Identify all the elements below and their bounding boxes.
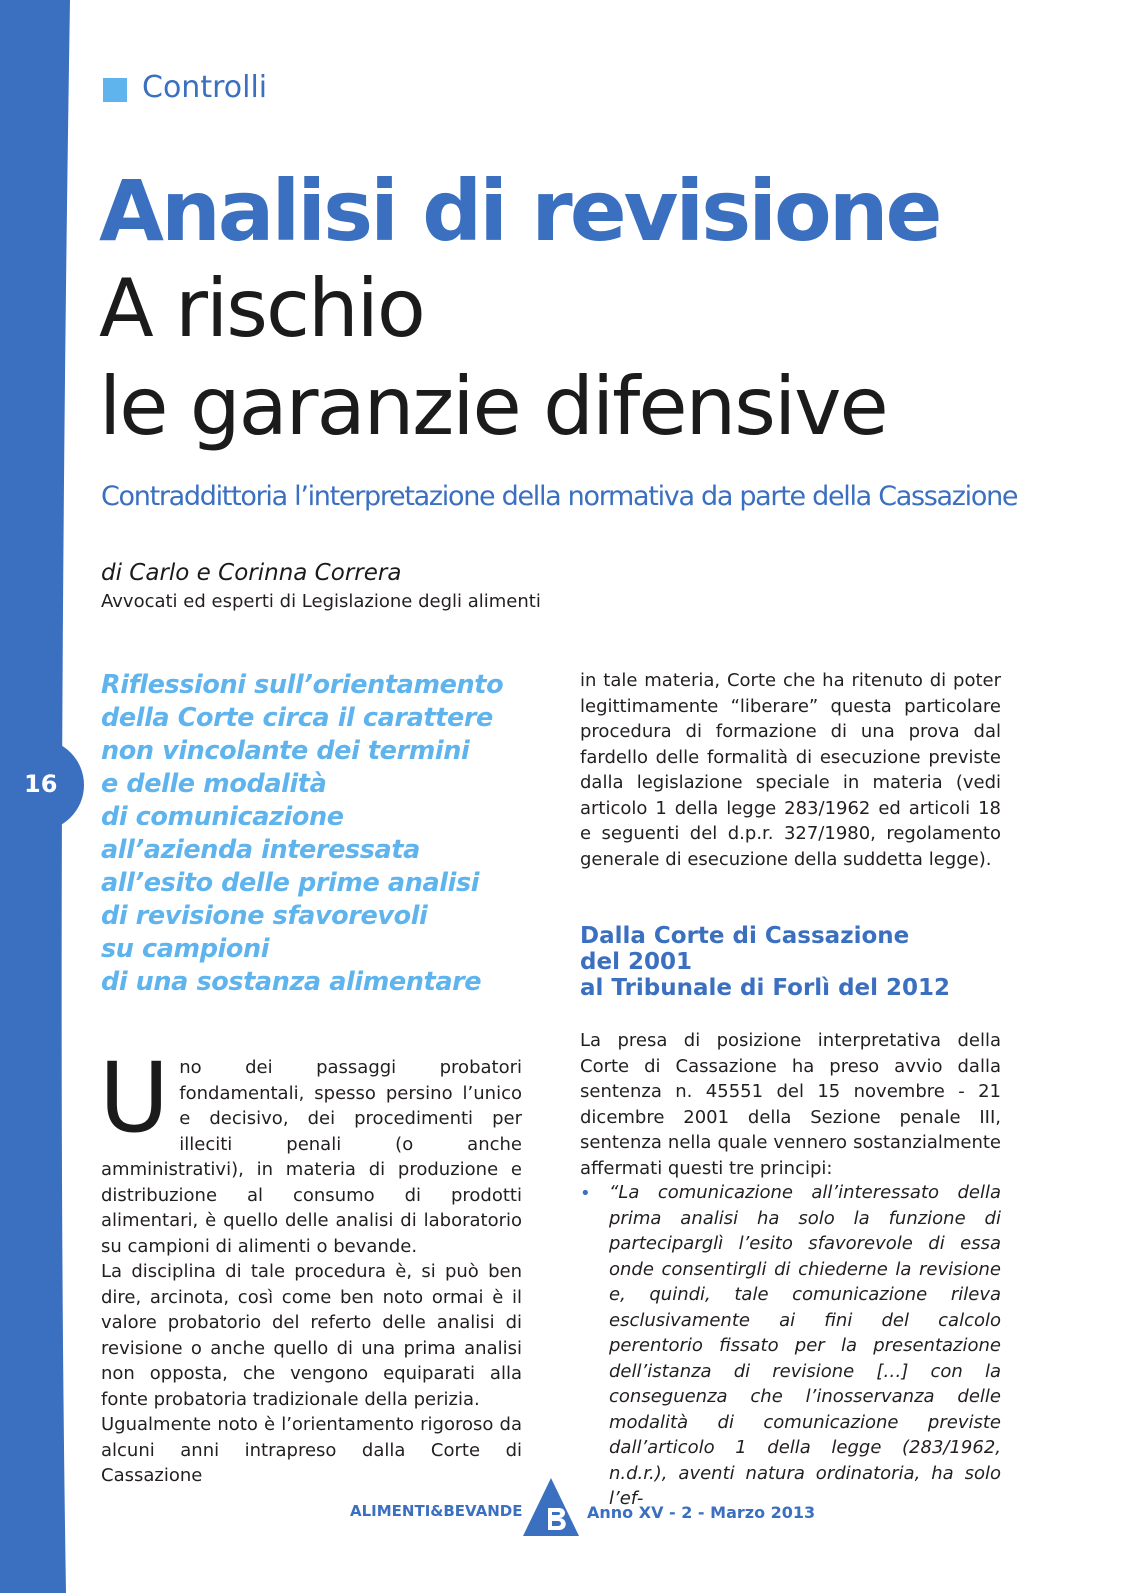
subheading-line: al Tribunale di Forlì del 2012 bbox=[580, 975, 951, 1001]
body-paragraph: La disciplina di tale procedura è, si può ben dire, arcinota, così come ben noto ormai è il valore probatorio del referto delle analisi di revisione o anche quello di una prima analisi non opposta, che vengono equiparati alla fonte probatoria tradizionale della perizia. bbox=[101, 1261, 522, 1410]
body-paragraph: Ugualmente noto è l’orientamento rigoroso da alcuni anni intrapreso dalla Corte di Cassazione bbox=[101, 1414, 522, 1486]
lead-line: su campioni bbox=[101, 934, 270, 964]
lead-line: all’azienda interessata bbox=[101, 835, 420, 865]
headline-line-2: le garanzie difensive bbox=[99, 360, 887, 453]
lead-line: di comunicazione bbox=[101, 802, 344, 832]
section-marker-icon bbox=[103, 78, 127, 102]
lead-paragraph bbox=[101, 669, 541, 999]
quoted-principle: “La comunicazione all’interessato della prima analisi ha solo la funzione di parteciparglì l’esito sfavorevole di essa onde consentirgli di chiederne la revisione e, quindi, tale comunicazione rileva esclusivamente ai fini del calcolo perentorio fissato per la presentazione dell’istanza di revisione […] con la conseguenza che l’inosservanza delle modalità di comunicazione previste dall’articolo 1 della legge (283/1962, n.d.r.), aventi natura ordinatoria, ha solo l’ef- bbox=[609, 1182, 1001, 1509]
lead-line: di revisione sfavorevoli bbox=[101, 901, 428, 931]
author: di Carlo e Corinna Correra bbox=[101, 560, 402, 586]
footer-issue: Anno XV - 2 - Marzo 2013 bbox=[587, 1503, 816, 1522]
article-title: Analisi di revisione bbox=[99, 162, 940, 260]
body-column-left bbox=[99, 1042, 522, 1489]
lead-line: all’esito delle prime analisi bbox=[101, 868, 480, 898]
lead-line: Riflessioni sull’orientamento bbox=[101, 670, 504, 700]
body-paragraph: no dei passaggi probatori fondamentali, spesso persino l’unico e decisivo, dei procedimenti per illeciti penali (o anche amministrativi), in materia di produzione e distribuzione al consumo di prodotti alimentari, è quello delle analisi di laboratorio su campioni di alimenti o bevande. bbox=[101, 1057, 522, 1257]
article-subtitle: Contraddittoria l’interpretazione della normativa da parte della Cassazione bbox=[101, 481, 1018, 512]
drop-cap: U bbox=[99, 1042, 170, 1154]
lead-line: e delle modalità bbox=[101, 769, 327, 799]
subheading-line: del 2001 bbox=[580, 949, 692, 975]
magazine-logo-icon bbox=[521, 1478, 581, 1536]
bullet-icon: • bbox=[580, 1183, 591, 1204]
lead-line: di una sostanza alimentare bbox=[101, 967, 482, 997]
footer-brand: ALIMENTI&BEVANDE bbox=[350, 1502, 523, 1520]
body-paragraph: in tale materia, Corte che ha ritenuto di poter legittimamente “liberare” questa particolare procedura di formazione di una prova dal fardello delle formalità di esecuzione previste dalla legislazione speciale in materia (vedi articolo 1 della legge 283/1962 ed articoli 18 e seguenti del d.p.r. 327/1980, regolamento generale di esecuzione della suddetta legge). bbox=[580, 670, 1001, 870]
lead-line: della Corte circa il carattere bbox=[101, 703, 493, 733]
author-role: Avvocati ed esperti di Legislazione degli alimenti bbox=[101, 591, 541, 612]
lead-line: non vincolante dei termini bbox=[101, 736, 470, 766]
subheading-line: Dalla Corte di Cassazione bbox=[580, 923, 910, 949]
body-column-right-mid bbox=[580, 1028, 1001, 1181]
section-subheading bbox=[580, 923, 1010, 1001]
section-label: Controlli bbox=[142, 70, 268, 105]
body-paragraph: La presa di posizione interpretativa della Corte di Cassazione ha preso avvio dalla sentenza n. 45551 del 15 novembre - 21 dicembre 2001 della Sezione penale III, sentenza nella quale vennero sostanzialmente affermati questi tre principi: bbox=[580, 1030, 1001, 1179]
body-column-right-top bbox=[580, 668, 1001, 872]
page-number: 16 bbox=[24, 770, 58, 798]
headline-line-1: A rischio bbox=[99, 262, 424, 355]
